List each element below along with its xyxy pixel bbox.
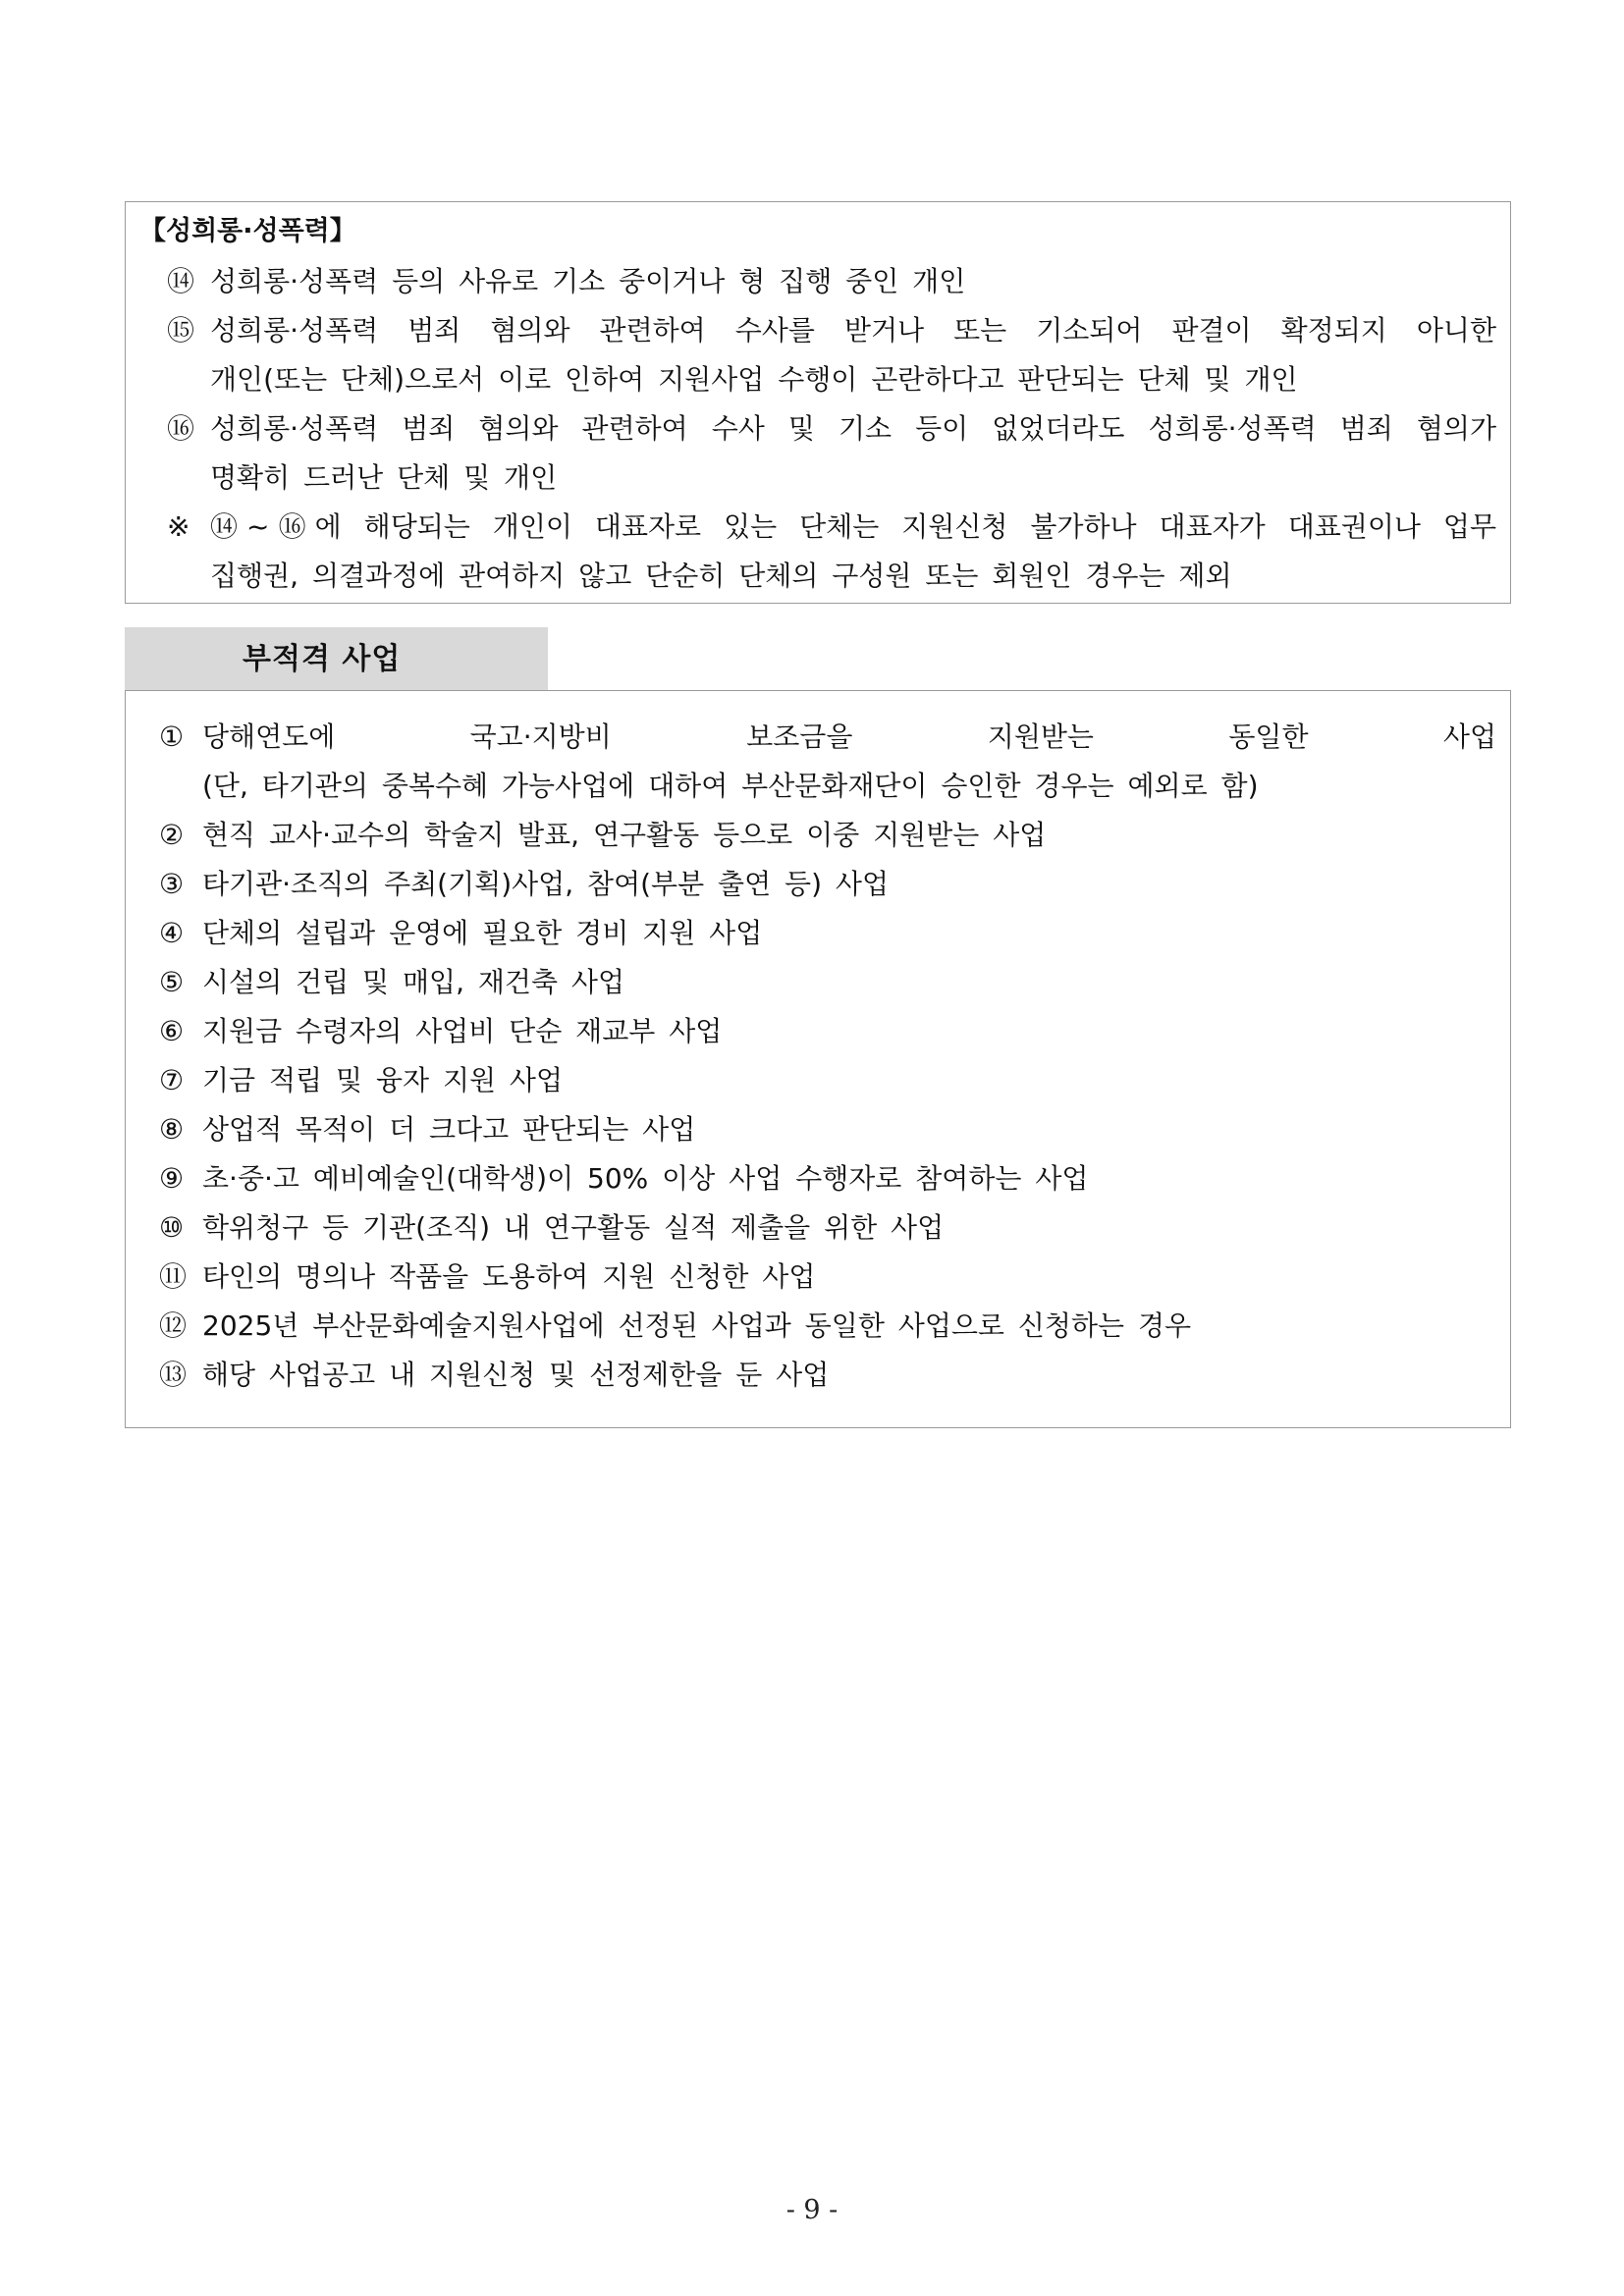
item-line: 타기관·조직의 주최(기획)사업, 참여(부분 출연 등) 사업 xyxy=(202,868,890,900)
item-text xyxy=(202,860,1496,909)
item-text xyxy=(202,1056,1496,1105)
item-text xyxy=(202,713,1496,811)
item-line: 당해연도에 국고·지방비 보조금을 지원받는 동일한 사업 xyxy=(202,721,1496,753)
item-line: 현직 교사·교수의 학술지 발표, 연구활동 등으로 이중 지원받는 사업 xyxy=(202,819,1047,851)
item-marker: ⑥ xyxy=(159,1015,185,1047)
item-marker: ⑨ xyxy=(159,1162,185,1195)
list-item xyxy=(159,860,1496,909)
list-item xyxy=(139,257,1496,306)
item-line: 개인(또는 단체)으로서 이로 인하여 지원사업 수행이 곤란하다고 판단되는 단체 및 개인 xyxy=(210,363,1298,396)
harassment-item-list xyxy=(139,257,1496,601)
item-line: 2025년 부산문화예술지원사업에 선정된 사업과 동일한 사업으로 신청하는 경우 xyxy=(202,1309,1192,1342)
item-line: 학위청구 등 기관(조직) 내 연구활동 실적 제출을 위한 사업 xyxy=(202,1211,945,1244)
list-item xyxy=(159,1203,1496,1253)
item-line: 기금 적립 및 융자 지원 사업 xyxy=(202,1064,564,1096)
item-marker: ⑮ xyxy=(167,314,195,347)
list-item xyxy=(159,811,1496,860)
item-line: 성희롱·성폭력 범죄 혐의와 관련하여 수사를 받거나 또는 기소되어 판결이 확정되지 아니한 xyxy=(210,314,1496,347)
item-line: 초·중·고 예비예술인(대학생)이 50% 이상 사업 수행자로 참여하는 사업 xyxy=(202,1162,1089,1195)
item-marker: ⑩ xyxy=(159,1211,185,1244)
item-marker: ⑭ xyxy=(167,265,195,297)
ineligible-section-box xyxy=(125,690,1511,1428)
item-marker: ⑤ xyxy=(159,966,185,998)
item-marker: ① xyxy=(159,721,185,753)
item-marker: ※ xyxy=(167,510,190,543)
item-line: (단, 타기관의 중복수혜 가능사업에 대하여 부산문화재단이 승인한 경우는 예외로 함) xyxy=(202,770,1259,802)
item-text xyxy=(210,404,1496,503)
item-line: 단체의 설립과 운영에 필요한 경비 지원 사업 xyxy=(202,917,763,949)
item-line: 상업적 목적이 더 크다고 판단되는 사업 xyxy=(202,1113,696,1146)
item-line: ⑭~⑯에 해당되는 개인이 대표자로 있는 단체는 지원신청 불가하나 대표자가 대표권이나 업무 xyxy=(210,510,1496,543)
item-text xyxy=(202,1007,1496,1056)
item-text xyxy=(202,1154,1496,1203)
item-line: 성희롱·성폭력 등의 사유로 기소 중이거나 형 집행 중인 개인 xyxy=(210,265,966,297)
item-marker: ③ xyxy=(159,868,185,900)
item-marker: ⑬ xyxy=(159,1359,188,1391)
item-marker: ⑦ xyxy=(159,1064,185,1096)
list-item xyxy=(159,1351,1496,1400)
item-text xyxy=(202,1253,1496,1302)
ineligible-section-heading: 부적격 사업 xyxy=(125,627,548,691)
item-marker: ⑫ xyxy=(159,1309,188,1342)
list-item xyxy=(159,1007,1496,1056)
list-item xyxy=(159,909,1496,958)
item-text xyxy=(210,503,1496,601)
item-text xyxy=(210,306,1496,404)
list-item xyxy=(159,1302,1496,1351)
item-marker: ④ xyxy=(159,917,185,949)
item-text xyxy=(202,1302,1496,1351)
list-item xyxy=(159,958,1496,1007)
item-text xyxy=(202,1105,1496,1154)
harassment-section-box xyxy=(125,201,1511,604)
item-line: 해당 사업공고 내 지원신청 및 선정제한을 둔 사업 xyxy=(202,1359,830,1391)
list-item xyxy=(139,306,1496,404)
item-line: 지원금 수령자의 사업비 단순 재교부 사업 xyxy=(202,1015,723,1047)
item-text xyxy=(202,1351,1496,1400)
item-line: 명확히 드러난 단체 및 개인 xyxy=(210,461,558,494)
item-text xyxy=(202,811,1496,860)
list-item xyxy=(139,503,1496,601)
list-item xyxy=(159,1056,1496,1105)
harassment-section-title: 【성희롱·성폭력】 xyxy=(139,216,356,246)
item-marker: ⑯ xyxy=(167,412,195,445)
item-marker: ② xyxy=(159,819,185,851)
list-item xyxy=(159,713,1496,811)
item-line: 성희롱·성폭력 범죄 혐의와 관련하여 수사 및 기소 등이 없었더라도 성희롱·성폭력 범죄 혐의가 xyxy=(210,412,1496,445)
item-line: 집행권, 의결과정에 관여하지 않고 단순히 단체의 구성원 또는 회원인 경우는 제외 xyxy=(210,560,1232,592)
list-item xyxy=(159,1154,1496,1203)
list-item xyxy=(159,1253,1496,1302)
item-text xyxy=(210,257,1496,306)
list-item xyxy=(159,1105,1496,1154)
item-text xyxy=(202,909,1496,958)
item-marker: ⑪ xyxy=(159,1260,188,1293)
item-text xyxy=(202,1203,1496,1253)
page-number: - 9 - xyxy=(785,2195,839,2225)
item-line: 타인의 명의나 작품을 도용하여 지원 신청한 사업 xyxy=(202,1260,816,1293)
list-item xyxy=(139,404,1496,503)
item-line: 시설의 건립 및 매입, 재건축 사업 xyxy=(202,966,625,998)
ineligible-item-list xyxy=(159,713,1496,1400)
item-text xyxy=(202,958,1496,1007)
item-marker: ⑧ xyxy=(159,1113,185,1146)
